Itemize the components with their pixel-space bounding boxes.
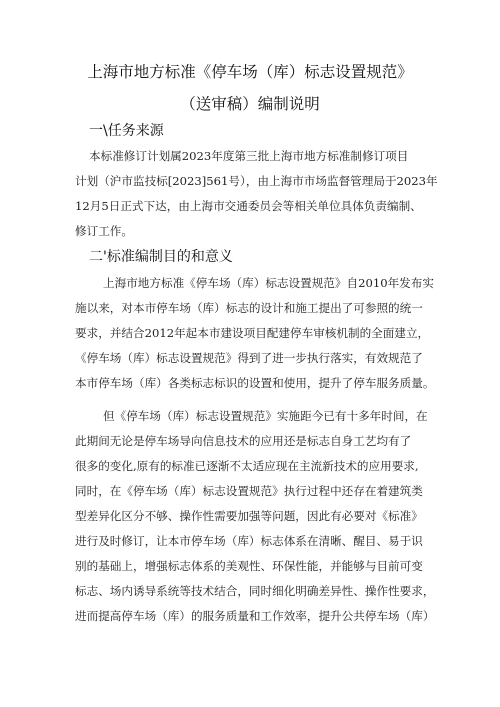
text-line: 别的基础上，增强标志体系的美观性、环保性能，并能够与目前可变: [75, 559, 423, 573]
title-text: 上海市地方标准《停车场（库）标志设置规范》: [87, 63, 413, 81]
text-line: 进而提高停车场（库）的服务质量和工作效率，提升公共停车场（库）: [75, 609, 435, 623]
text-line: 计划（沪市监技标[2023]561号），由上海市市场监督管理局于2023年: [75, 174, 438, 188]
text-line: 要求，并结合2012年起本市建设项目配建停车审核机制的全面建立，: [75, 326, 430, 340]
document-subtitle: [40, 94, 460, 114]
text-line: 型差异化区分不够、操作性需要加强等问题，因此有必要对《标准》: [75, 509, 423, 523]
document-title: [40, 62, 460, 82]
text-line: 同时，在《停车场（库）标志设置规范》执行过程中还存在着建筑类: [75, 484, 423, 498]
text-line: 上海市地方标准《停车场（库）标志设置规范》自2010年发布实: [103, 276, 434, 290]
text-line: 12月5日正式下达，由上海市交通委员会等相关单位具体负责编制、: [75, 199, 422, 213]
text-line: 本市停车场（库）各类标志标识的设置和使用，提升了停车服务质量。: [75, 376, 435, 390]
text-line: 本标准修订计划属2023年度第三批上海市地方标准制修订项目: [89, 149, 409, 163]
text-line: 很多的变化,原有的标准已逐渐不太适应现在主流新技术的应用要求,: [75, 459, 419, 473]
text-line: 但《停车场（库）标志设置规范》实施距今已有十多年时间，在: [103, 409, 428, 423]
section-heading-task-source: 一\任务来源: [89, 123, 164, 139]
text-line: 《停车场（库）标志设置规范》得到了进一步执行落实，有效规范了: [75, 351, 423, 365]
text-line: 标志、场内诱导系统等技术结合，同时细化明确差异性、操作性要求，: [75, 584, 435, 598]
text-line: 此期间无论是停车场导向信息技术的应用还是标志自身工艺均有了: [75, 434, 412, 448]
title-text: （送审稿）编制说明: [180, 95, 320, 113]
text-line: 修订工作。: [75, 224, 133, 238]
text-line: 进行及时修订，让本市停车场（库）标志体系在清晰、醒目、易于识: [75, 534, 423, 548]
text-line: 施以来，对本市停车场（库）标志的设计和施工提出了可参照的统一: [75, 301, 423, 315]
section-heading-purpose: 二'标准编制目的和意义: [89, 249, 233, 265]
